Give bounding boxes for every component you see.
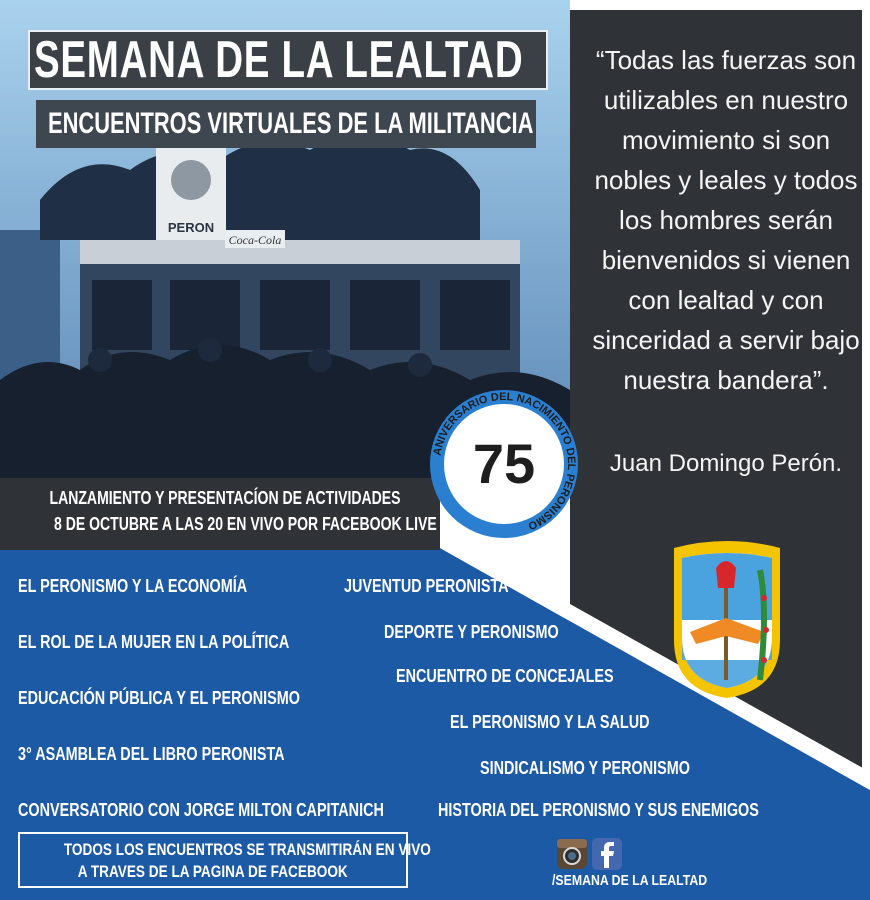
peronist-shield-emblem — [668, 540, 786, 700]
broadcast-notice-line-1: TODOS LOS ENCUENTROS SE TRANSMITIRÁN EN VIVO — [63, 840, 431, 859]
page-subtitle: ENCUENTROS VIRTUALES DE LA MILITANCIA — [48, 107, 534, 140]
topic-right-4: EL PERONISMO Y LA SALUD — [450, 712, 650, 732]
topic-left-1: EL PERONISMO Y LA ECONOMÍA — [18, 576, 248, 596]
topic-left-4: 3° ASAMBLEA DEL LIBRO PERONISTA — [18, 744, 285, 764]
anniversary-number: 75 — [472, 432, 536, 495]
page-title: SEMANA DE LA LEALTAD — [34, 31, 524, 89]
quote-text: “Todas las fuerzas son utilizables en nuestro movimiento si son nobles y leales y todos los hombres serán bienvenidos si vienen con lealtad y con sinceridad a servir bajo nuestra bandera”. — [592, 45, 860, 395]
badge-ring-label: ANIVERSARIO DEL NACIMIENTO DEL PERONISMO — [431, 390, 578, 532]
broadcast-notice-line-2: A TRAVES DE LA PAGINA DE FACEBOOK — [77, 862, 348, 881]
launch-line-2: 8 DE OCTUBRE A LAS 20 EN VIVO POR FACEBOOK LIVE — [53, 514, 437, 534]
instagram-icon[interactable] — [556, 838, 588, 870]
facebook-icon[interactable] — [592, 838, 622, 870]
topic-right-2: DEPORTE Y PERONISMO — [384, 622, 559, 642]
topic-right-1: JUVENTUD PERONISTA — [344, 576, 509, 596]
social-handle[interactable]: /SEMANA DE LA LEALTAD — [552, 872, 708, 889]
topic-left-2: EL ROL DE LA MUJER EN LA POLÍTICA — [18, 632, 290, 652]
topic-right-3: ENCUENTRO DE CONCEJALES — [396, 666, 614, 686]
topic-right-6: HISTORIA DEL PERONISMO Y SUS ENEMIGOS — [438, 800, 759, 820]
quote-author: Juan Domingo Perón. — [609, 450, 843, 477]
tram-sign-text: Coca-Cola — [228, 233, 282, 247]
topic-left-3: EDUCACIÓN PÚBLICA Y EL PERONISMO — [18, 688, 300, 708]
topic-left-5: CONVERSATORIO CON JORGE MILTON CAPITANICH — [18, 800, 384, 820]
placard-text: PERON — [167, 220, 215, 235]
topic-right-5: SINDICALISMO Y PERONISMO — [480, 758, 690, 778]
launch-line-1: LANZAMIENTO Y PRESENTACÍON DE ACTIVIDADES — [49, 488, 401, 508]
